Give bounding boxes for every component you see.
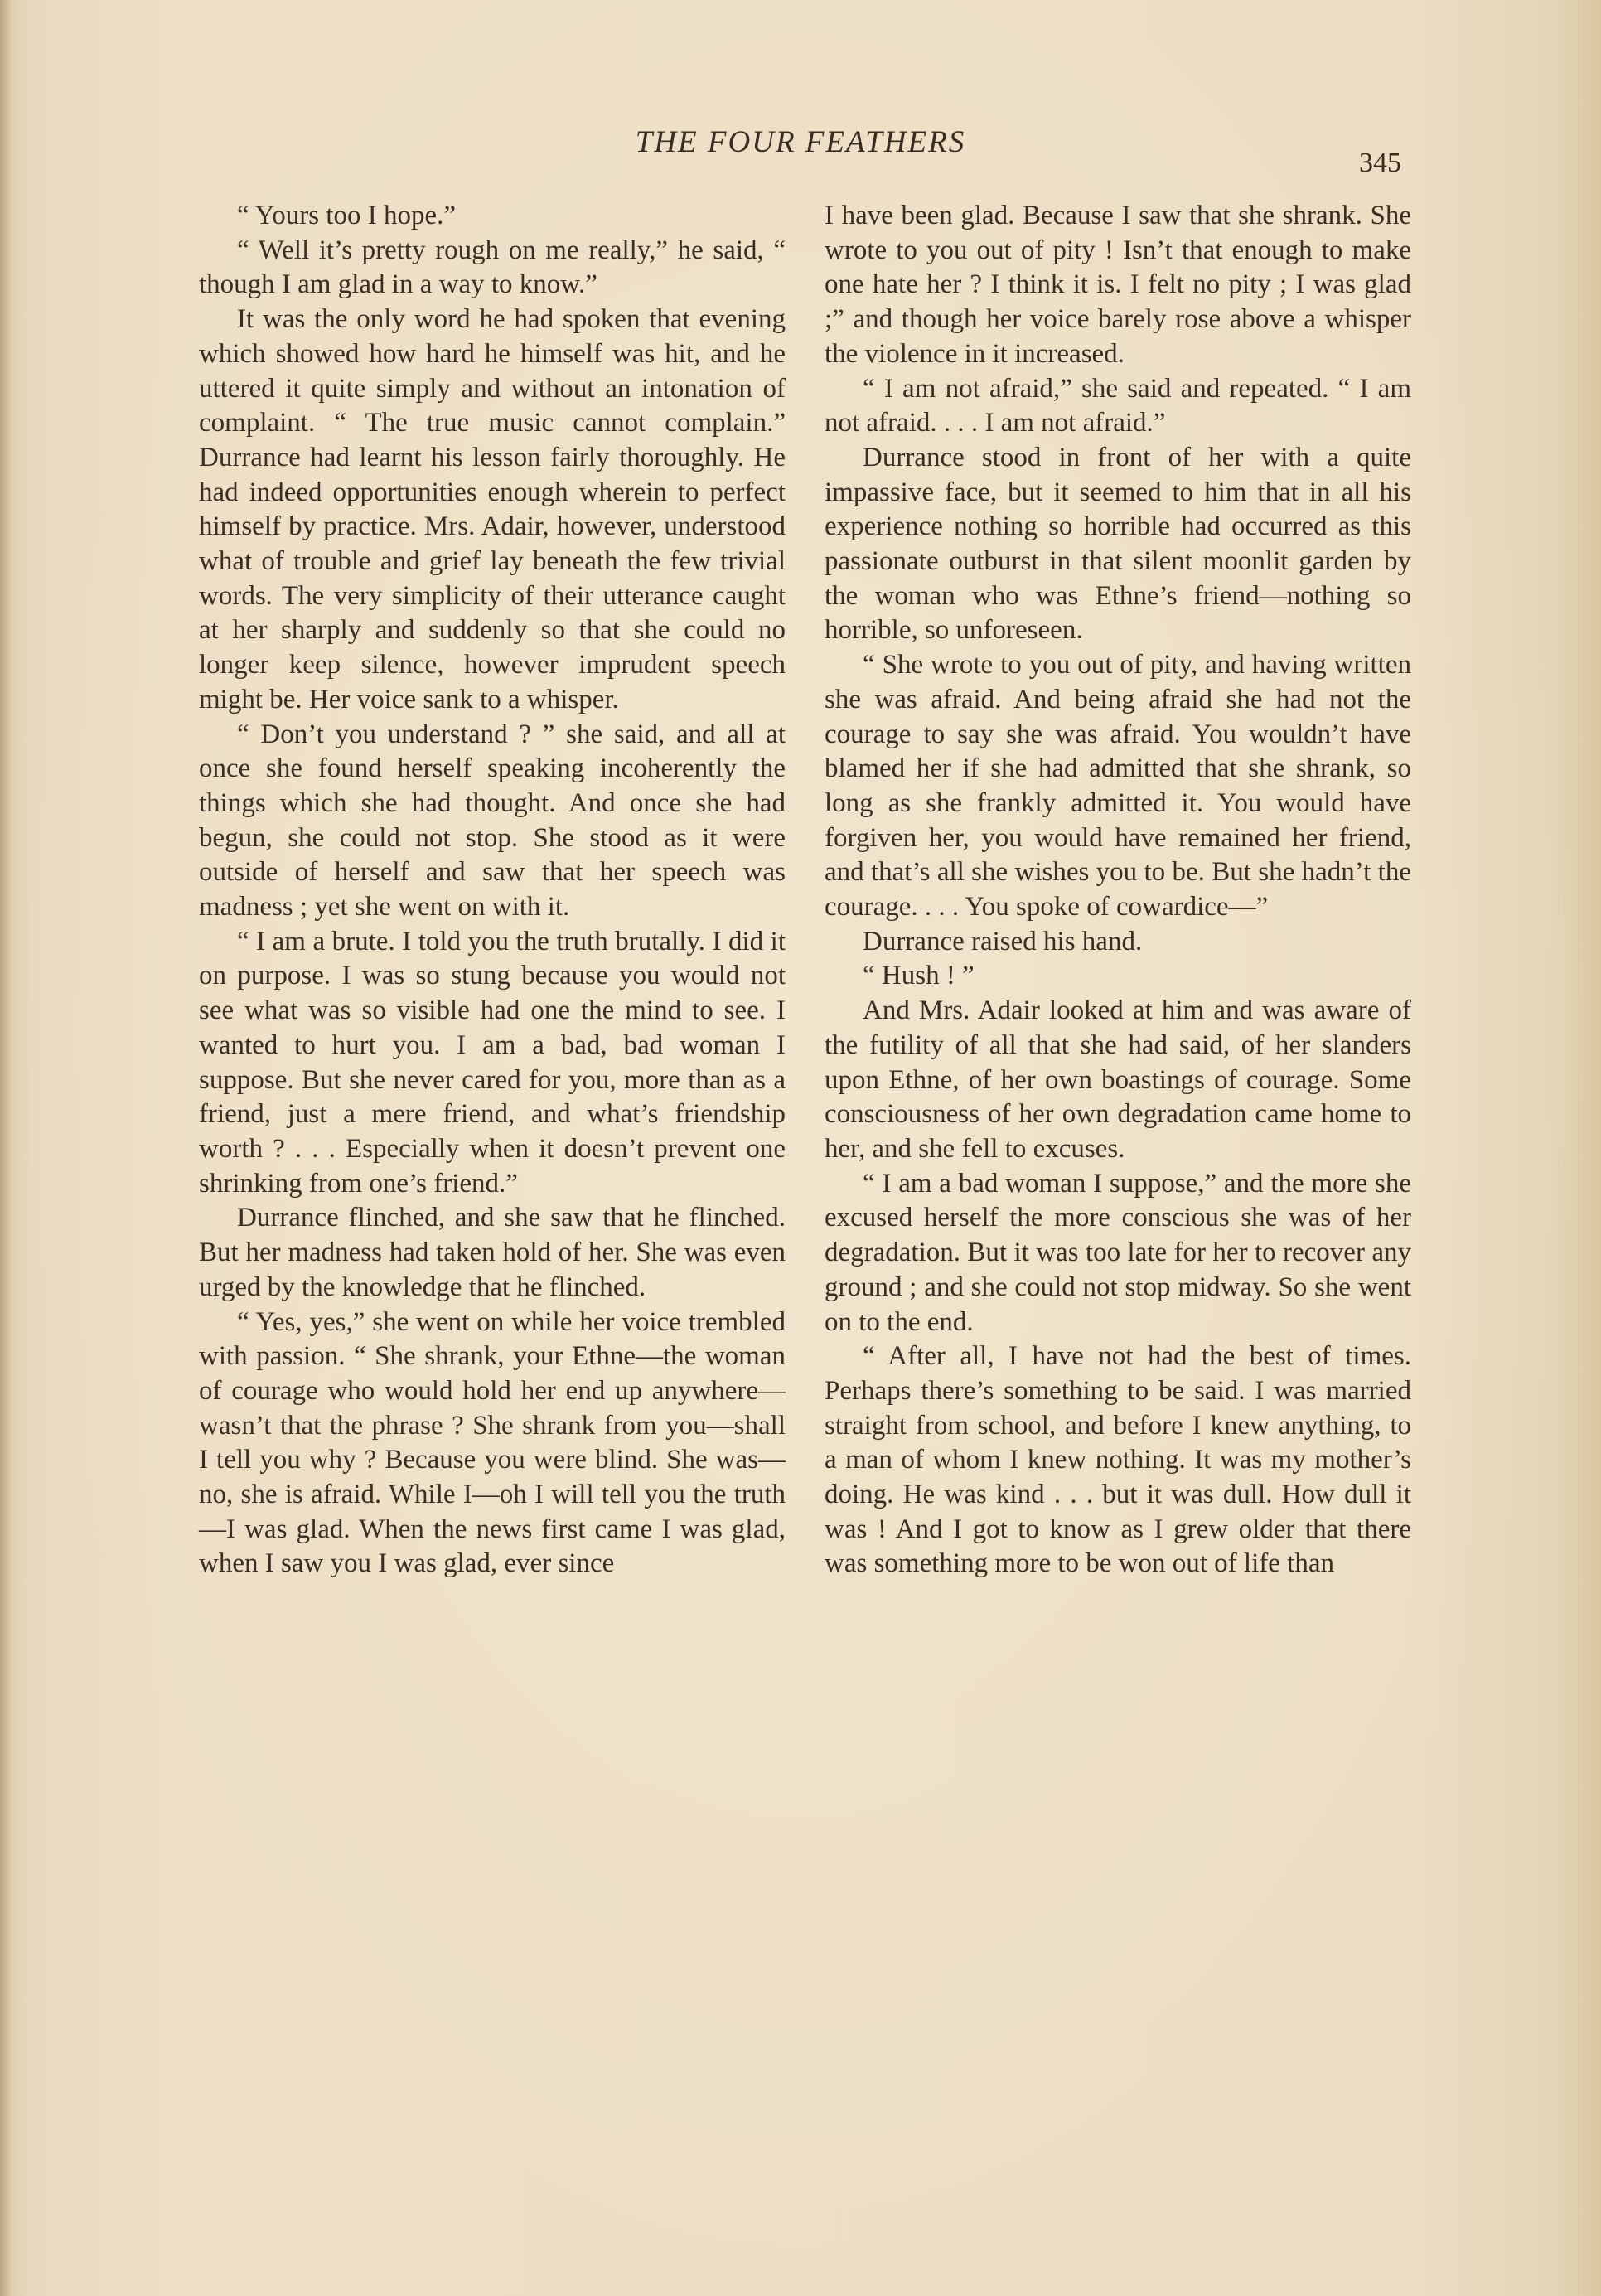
- running-title: THE FOUR FEATHERS: [635, 125, 966, 159]
- paragraph: “ After all, I have not had the best of times. Perhaps there’s something to be said. I was married straight from school, and before I knew anything, to a man of whom I knew nothing. It was my mother’s doing. He was kind . . . but it was dull. How dull it was ! And I got to know as I grew older that there was something more to be won out of life than: [825, 1341, 1411, 1579]
- paragraph: “ I am a brute. I told you the truth brutally. I did it on purpose. I was so stung because you would not see what was so visible had one the mind to see. I wanted to hurt you. I am a bad, bad woman I suppose. But she never cared for you, more than as a friend, just a mere friend, and what’s friendship worth ? . . . Especially when it doesn’t prevent one shrinking from one’s friend.”: [199, 926, 786, 1199]
- paragraph: It was the only word he had spoken that evening which showed how hard he himself was hit, and he uttered it quite simply and without an intonation of complaint. “ The true music cannot complain.” Durrance had learnt his lesson fairly thoroughly. He had indeed opportunities enough wherein to perfect himself by practice. Mrs. Adair, however, understood what of trouble and grief lay beneath the few trivial words. The very simplicity of their utterance caught at her sharply and suddenly so that she could no longer keep silence, however imprudent speech might be. Her voice sank to a whisper.: [199, 304, 786, 714]
- paragraph: “ Yours too I hope.”: [237, 201, 456, 230]
- paragraph: “ She wrote to you out of pity, and having written she was afraid. And being afraid she had not the courage to say she was afraid. You wouldn’t have blamed her if she had admitted that she shrank, so long as she frankly admitted it. You would have forgiven her, you would have remained her friend, and that’s all she wishes you to be. But she hadn’t the courage. . . . You spoke of cowardice—”: [825, 650, 1411, 923]
- paragraph: And Mrs. Adair looked at him and was aware of the futility of all that she had said, of her slanders upon Ethne, of her own boastings of courage. Some consciousness of her own degradation came home to her, and she fell to excuses.: [825, 995, 1411, 1164]
- paragraph: “ I am not afraid,” she said and repeated. “ I am not afraid. . . . I am not afraid.”: [825, 373, 1411, 438]
- left-column: [199, 199, 786, 1582]
- paragraph: “ Yes, yes,” she went on while her voice trembled with passion. “ She shrank, your Ethne—the woman of courage who would hold her end up anywhere—wasn’t that the phrase ? She shrank from you—shall I tell you why ? Because you were blind. She was—no, she is afraid. While I—oh I will tell you the truth—I was glad. When the news first came I was glad, when I saw you I was glad, ever since: [199, 1306, 786, 1579]
- paragraph: “ Hush ! ”: [863, 961, 975, 991]
- paragraph-continued: I have been glad. Because I saw that she shrank. She wrote to you out of pity ! Isn’t that enough to make one hate her ? I think it is. I felt no pity ; I was glad ;” and though her voice barely rose above a whisper the violence in it increased.: [825, 201, 1411, 369]
- paragraph: “ I am a bad woman I suppose,” and the more she excused herself the more conscious she was of her degradation. But it was too late for her to recover any ground ; and she could not stop midway. So she went on to the end.: [825, 1168, 1411, 1337]
- spine-shadow: [0, 0, 12, 2296]
- paragraph: Durrance flinched, and she saw that he flinched. But her madness had taken hold of her. She was even urged by the knowledge that he flinched.: [199, 1203, 786, 1302]
- paragraph: Durrance stood in front of her with a quite impassive face, but it seemed to him that in all his experience nothing so horrible had occurred as this passionate outburst in that silent moonlit garden by the woman who was Ethne’s friend—nothing so horrible, so unforeseen.: [825, 442, 1411, 646]
- page-number: 345: [1359, 148, 1401, 178]
- right-column: [825, 199, 1411, 1582]
- paragraph: “ Well it’s pretty rough on me really,” he said, “ though I am glad in a way to know.”: [199, 235, 786, 300]
- paragraph: “ Don’t you understand ? ” she said, and all at once she found herself speaking incoherently the things which she had thought. And once she had begun, she could not stop. She stood as it were outside of herself and saw that her speech was madness ; yet she went on with it.: [199, 719, 786, 923]
- paragraph: Durrance raised his hand.: [863, 926, 1143, 957]
